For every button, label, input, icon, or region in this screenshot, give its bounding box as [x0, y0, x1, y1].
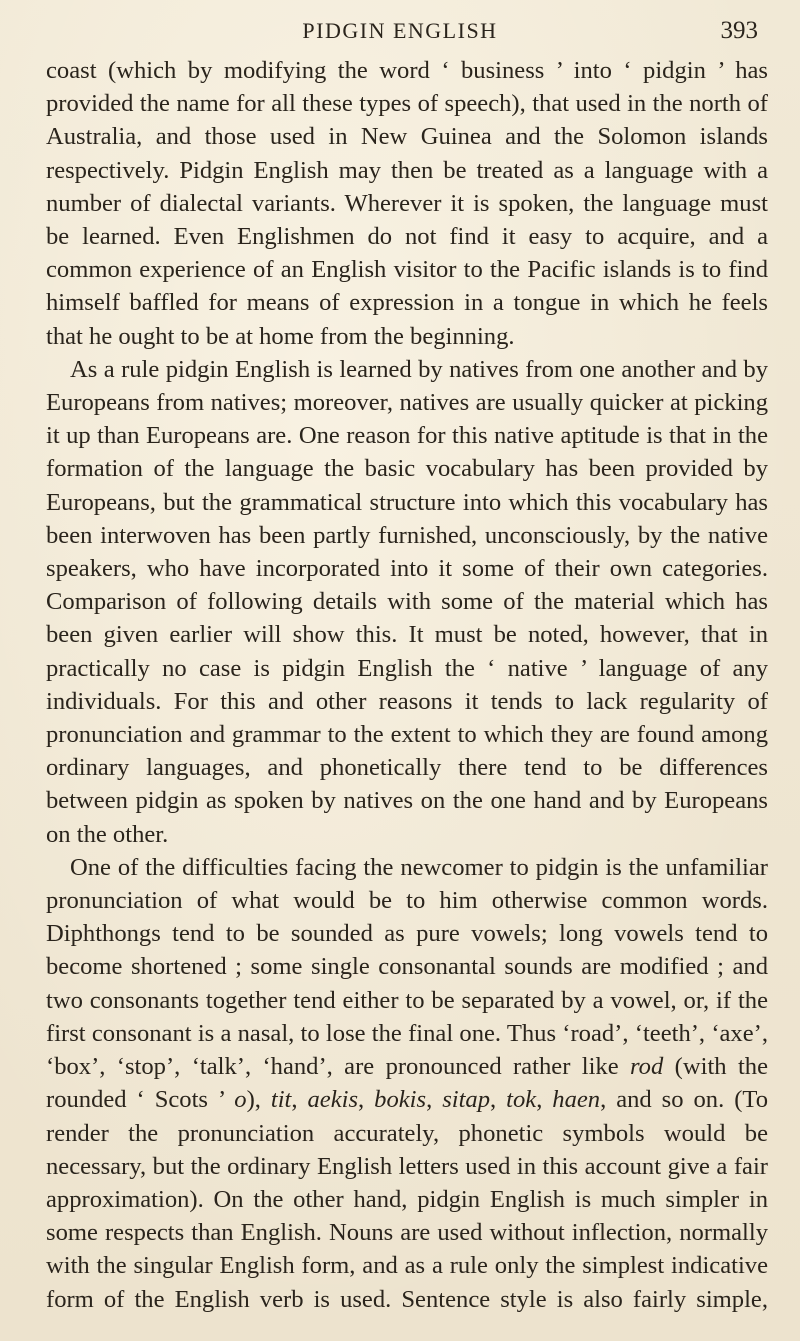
- text-run: , and so on. (To render the pronunciation accurately, phonetic symbols would be necessary, but the ordinary English letters used in this account give a fair approximation). On the other hand, pidgin English is much simpler in some respects than English. Nouns are used without inflection, normally with the singular English form, and as a rule only the simplest indicative form of the English verb is used. Sentence style is also fairly simple,: [46, 1086, 769, 1313]
- running-title: PIDGIN ENGLISH: [302, 18, 498, 43]
- text-run: ,: [358, 1086, 375, 1114]
- text-run: ),: [246, 1086, 271, 1114]
- text-run: ,: [291, 1086, 308, 1114]
- italic-term: haen: [552, 1086, 601, 1114]
- italic-term: tok: [506, 1086, 537, 1114]
- page-number: 393: [720, 17, 758, 44]
- text-run: As a rule pidgin English is learned by natives from one another and by Europeans from natives; moreover, natives are usually quicker at picking it up than Europeans are. One reason for this native aptitude is that in the formation of the language the basic vocabulary has been provided by Europeans, but the grammatical structure into which this vocabulary has been interwoven has been partly furnished, unconsciously, by the native speakers, who have incorporated into it some of their own categories. Comparison of following details with some of the material which has been given earlier will show this. It must be noted, however, that in practically no case is pidgin English the ‘ native ’ language of any individuals. For this and other reasons it tends to lack regularity of pronunciation and grammar to the extent to which they are found among ordinary languages, and phonetically there tend to be differences between pidgin as spoken by natives on the one hand and by Europeans on the other.: [46, 355, 768, 848]
- paragraph-1: [46, 54, 768, 353]
- text-run: ,: [536, 1086, 553, 1114]
- paragraph-3: [46, 851, 768, 1316]
- paragraph-2: [46, 353, 768, 851]
- italic-term: o: [234, 1086, 247, 1114]
- text-run: One of the difficulties facing the newcomer to pidgin is the unfamiliar pronunciation of what would be to him otherwise common words. Diphthongs tend to be sounded as pure vowels; long vowels tend to become shortened ; some single consonantal sounds are modified ; and two consonants together tend either to be separated by a vowel, or, if the first consonant is a nasal, to lose the final one. Thus ‘road’, ‘teeth’, ‘axe’, ‘box’, ‘stop’, ‘talk’, ‘hand’, are pronounced rather like: [46, 853, 768, 1081]
- body-text: [46, 54, 768, 1316]
- italic-term: bokis: [374, 1086, 427, 1114]
- text-run: ,: [490, 1086, 507, 1114]
- italic-term: sitap: [442, 1086, 491, 1114]
- text-run: ,: [426, 1086, 443, 1114]
- text-run: (with the rounded ‘ Scots ’: [46, 1053, 768, 1114]
- italic-term: tit: [270, 1086, 292, 1114]
- running-head: [0, 16, 800, 46]
- text-run: coast (which by modifying the word ‘ business ’ into ‘ pidgin ’ has provided the name for all these types of speech), that used in the north of Australia, and those used in New Guinea and the Solomon islands respectively. Pidgin English may then be treated as a language with a number of dialectal variants. Wherever it is spoken, the language must be learned. Even Englishmen do not find it easy to acquire, and a common experience of an English visitor to the Pacific islands is to find himself baffled for means of expression in a tongue in which he feels that he ought to be at home from the beginning.: [46, 57, 768, 350]
- italic-term: rod: [630, 1053, 664, 1081]
- italic-term: aekis: [307, 1086, 359, 1114]
